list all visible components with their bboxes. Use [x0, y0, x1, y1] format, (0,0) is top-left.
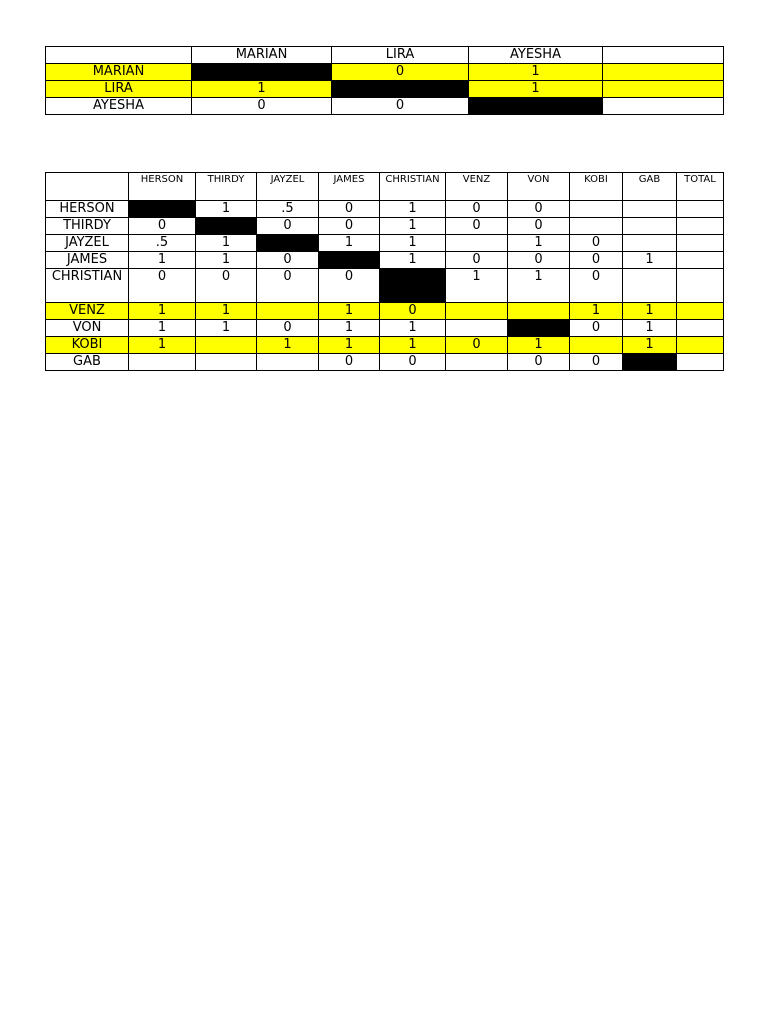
- column-header: JAMES: [319, 173, 380, 201]
- score-cell: [257, 303, 319, 320]
- score-cell: 0: [508, 218, 570, 235]
- table-row: [46, 235, 724, 252]
- score-cell: 0: [257, 320, 319, 337]
- score-cell: 1: [446, 269, 508, 303]
- score-cell: 1: [129, 320, 196, 337]
- score-cell: 0: [380, 354, 446, 371]
- score-cell: [196, 337, 257, 354]
- score-cell: 1: [196, 235, 257, 252]
- score-cell: [570, 201, 623, 218]
- row-label: LIRA: [46, 81, 192, 98]
- score-cell: [570, 218, 623, 235]
- score-cell: 0: [570, 269, 623, 303]
- score-cell: .5: [129, 235, 196, 252]
- score-cell: 0: [508, 354, 570, 371]
- score-cell: 1: [623, 252, 677, 269]
- score-cell: [603, 98, 724, 115]
- score-cell: 0: [196, 269, 257, 303]
- row-label: MARIAN: [46, 64, 192, 81]
- score-cell: 0: [446, 201, 508, 218]
- score-cell: 1: [380, 337, 446, 354]
- blocked-cell: [623, 354, 677, 371]
- blocked-cell: [192, 64, 332, 81]
- table-row: [46, 218, 724, 235]
- table-row: [46, 337, 724, 354]
- score-cell: 0: [192, 98, 332, 115]
- header-row: [46, 173, 724, 201]
- score-cell: 1: [469, 64, 603, 81]
- score-cell: 1: [129, 337, 196, 354]
- score-cell: 0: [446, 337, 508, 354]
- table-row: [46, 269, 724, 303]
- score-cell: [677, 252, 724, 269]
- score-cell: [623, 201, 677, 218]
- score-cell: 1: [196, 303, 257, 320]
- score-cell: 1: [623, 320, 677, 337]
- score-cell: [196, 354, 257, 371]
- score-cell: 1: [623, 337, 677, 354]
- score-cell: 1: [508, 269, 570, 303]
- score-cell: [603, 64, 724, 81]
- score-cell: [446, 320, 508, 337]
- column-header: MARIAN: [192, 47, 332, 64]
- score-cell: [677, 218, 724, 235]
- row-label: CHRISTIAN: [46, 269, 129, 303]
- score-cell: 0: [446, 218, 508, 235]
- score-cell: [603, 81, 724, 98]
- score-cell: [677, 337, 724, 354]
- score-cell: [677, 201, 724, 218]
- score-cell: [623, 269, 677, 303]
- score-cell: 0: [332, 98, 469, 115]
- score-cell: [623, 218, 677, 235]
- score-cell: 1: [129, 303, 196, 320]
- row-label: VENZ: [46, 303, 129, 320]
- score-cell: 0: [570, 252, 623, 269]
- score-cell: [508, 303, 570, 320]
- column-header: THIRDY: [196, 173, 257, 201]
- blocked-cell: [319, 252, 380, 269]
- score-cell: 0: [319, 354, 380, 371]
- table-row: [46, 201, 724, 218]
- column-header: GAB: [623, 173, 677, 201]
- score-cell: 0: [129, 269, 196, 303]
- score-cell: 1: [623, 303, 677, 320]
- column-header: [46, 173, 129, 201]
- score-cell: 0: [319, 269, 380, 303]
- row-label: JAMES: [46, 252, 129, 269]
- score-cell: 0: [570, 354, 623, 371]
- column-header: CHRISTIAN: [380, 173, 446, 201]
- score-cell: 0: [332, 64, 469, 81]
- score-cell: 0: [380, 303, 446, 320]
- score-cell: 0: [508, 201, 570, 218]
- score-cell: [677, 269, 724, 303]
- score-cell: 0: [257, 218, 319, 235]
- column-header: VENZ: [446, 173, 508, 201]
- column-header: [46, 47, 192, 64]
- score-cell: 1: [469, 81, 603, 98]
- pairing-table-large: [45, 172, 724, 371]
- score-cell: 1: [380, 201, 446, 218]
- score-cell: [677, 320, 724, 337]
- table-row: [46, 303, 724, 320]
- blocked-cell: [257, 235, 319, 252]
- pairing-table-small: [45, 46, 724, 115]
- table-row: [46, 81, 724, 98]
- score-cell: 1: [508, 337, 570, 354]
- score-cell: 1: [196, 320, 257, 337]
- blocked-cell: [508, 320, 570, 337]
- row-label: GAB: [46, 354, 129, 371]
- table-row: [46, 320, 724, 337]
- score-cell: 0: [319, 218, 380, 235]
- score-cell: 1: [380, 235, 446, 252]
- column-header: HERSON: [129, 173, 196, 201]
- blocked-cell: [332, 81, 469, 98]
- score-cell: [677, 303, 724, 320]
- score-cell: 1: [196, 252, 257, 269]
- row-label: VON: [46, 320, 129, 337]
- table-row: [46, 98, 724, 115]
- score-cell: 1: [319, 235, 380, 252]
- column-header: KOBI: [570, 173, 623, 201]
- table-row: [46, 64, 724, 81]
- score-cell: [677, 235, 724, 252]
- blocked-cell: [469, 98, 603, 115]
- score-cell: 1: [570, 303, 623, 320]
- score-cell: 0: [570, 235, 623, 252]
- score-cell: 1: [319, 303, 380, 320]
- score-cell: 1: [508, 235, 570, 252]
- blocked-cell: [380, 269, 446, 303]
- score-cell: 0: [319, 201, 380, 218]
- column-header: TOTAL: [677, 173, 724, 201]
- column-header: VON: [508, 173, 570, 201]
- column-header: AYESHA: [469, 47, 603, 64]
- column-header: LIRA: [332, 47, 469, 64]
- score-cell: 0: [508, 252, 570, 269]
- blocked-cell: [196, 218, 257, 235]
- score-cell: 1: [380, 320, 446, 337]
- score-cell: [446, 303, 508, 320]
- score-cell: 0: [129, 218, 196, 235]
- row-label: AYESHA: [46, 98, 192, 115]
- score-cell: [129, 354, 196, 371]
- blocked-cell: [129, 201, 196, 218]
- score-cell: 0: [257, 269, 319, 303]
- score-cell: .5: [257, 201, 319, 218]
- score-cell: 1: [196, 201, 257, 218]
- score-cell: 1: [257, 337, 319, 354]
- score-cell: [446, 235, 508, 252]
- table-row: [46, 354, 724, 371]
- score-cell: 1: [319, 337, 380, 354]
- row-label: THIRDY: [46, 218, 129, 235]
- score-cell: 0: [570, 320, 623, 337]
- score-cell: [570, 337, 623, 354]
- score-cell: [623, 235, 677, 252]
- column-header: JAYZEL: [257, 173, 319, 201]
- header-row: [46, 47, 724, 64]
- row-label: HERSON: [46, 201, 129, 218]
- score-cell: [257, 354, 319, 371]
- score-cell: 1: [129, 252, 196, 269]
- column-header: [603, 47, 724, 64]
- score-cell: 1: [380, 252, 446, 269]
- score-cell: [446, 354, 508, 371]
- score-cell: 1: [380, 218, 446, 235]
- score-cell: 1: [192, 81, 332, 98]
- score-cell: 0: [446, 252, 508, 269]
- score-cell: [677, 354, 724, 371]
- table-row: [46, 252, 724, 269]
- score-cell: 1: [319, 320, 380, 337]
- row-label: KOBI: [46, 337, 129, 354]
- row-label: JAYZEL: [46, 235, 129, 252]
- score-cell: 0: [257, 252, 319, 269]
